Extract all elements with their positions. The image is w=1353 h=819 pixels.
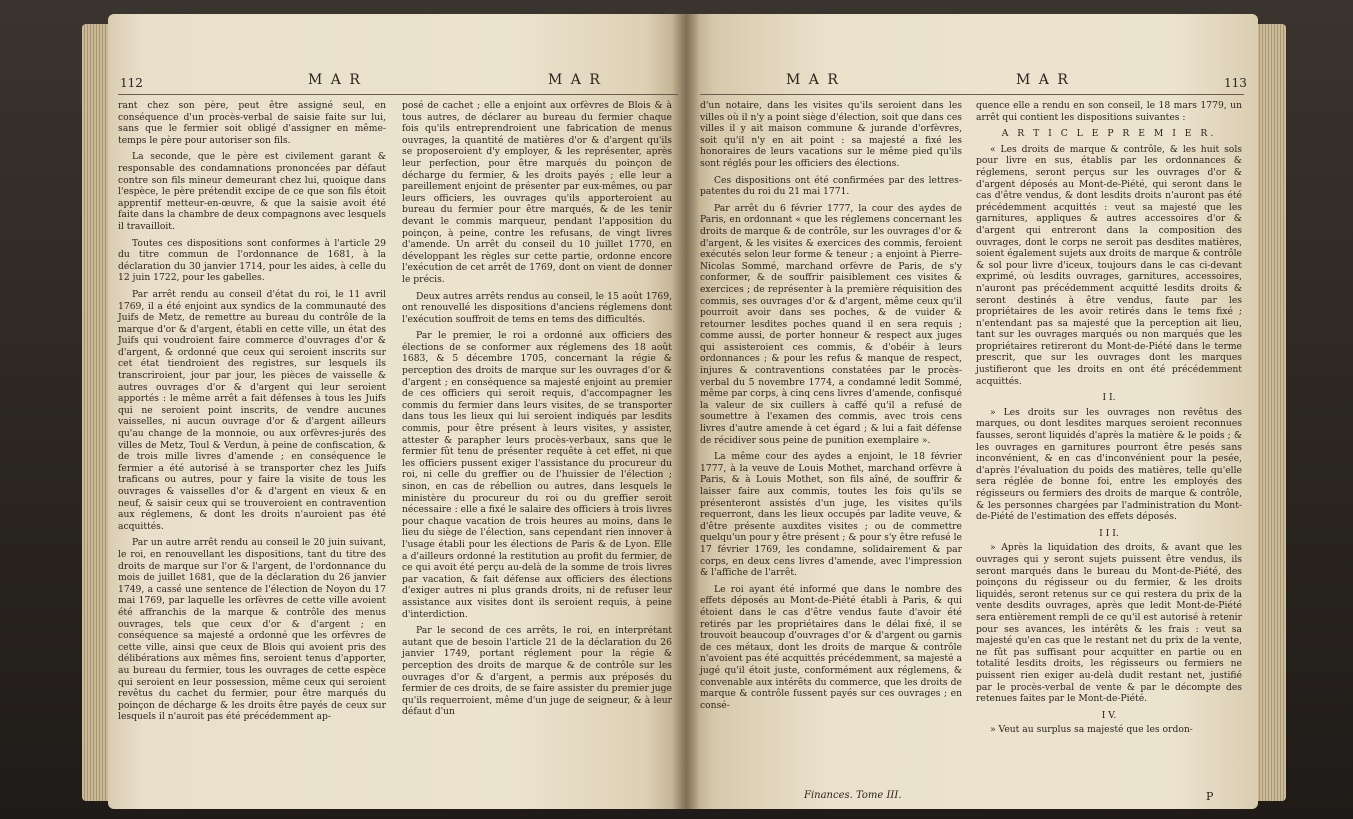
right-running-head-col1: M A R (786, 72, 840, 88)
right-page (686, 14, 1258, 809)
right-header-rule (700, 94, 1244, 95)
paragraph: Par arrêt rendu au conseil d'état du roi, le 11 avril 1769, il a été enjoint aux syndics de la communauté des Juifs de Metz, de remettre au bureau du contrôle de la marque d'or & d'argent, établi en cette ville, un état des Juifs qui voudroient faire commerce d'ouvrages d'or & d'argent, & ordonné que ceux qui seroient inscrits sur cet état tiendroient des registres, sur lesquels ils transcriroient, jour par jour, les pièces de vaisselle & autres ouvrages d'or & d'argent qui leur seroient apportés : le même arrêt a fait défenses à tous les Juifs qui ne seroient point inscrits, de vendre aucunes vaisselles, ni aucun ouvrage d'or & d'argent ailleurs qu'au change de la monnoie, ou aux orfèvres-jurés des villes de Metz, Toul & Verdun, à peine de confiscation, & de trois mille livres d'amende ; en conséquence le fermier a été autorisé à se transporter chez les Juifs traficans ou autres, pour y faire la visite de tous les ouvrages & vaisselles d'or & d'argent en vieux & en neuf, & saisir ceux qui se trouveroient en contravention aux réglemens, & dont les droits n'auroient pas été acquittés. (118, 288, 386, 532)
paragraph: Deux autres arrêts rendus au conseil, le 15 août 1769, ont renouvellé les dispositions d'anciens réglemens dont l'exécution souffroit de tems en tems des difficultés. (402, 290, 672, 325)
paragraph: » Les droits sur les ouvrages non revêtus des marques, ou dont lesdites marques seroient reconnues fausses, seront liquidés d'après la matière & le poids ; & les ouvrages en garnitures pourront être pesés sans inconvénient, & en cas d'inconvénient pour la pesée, d'après l'évaluation du poids des matières, telle qu'elle sera réglée de bonne foi, entre les employés des régisseurs ou fermiers des droits de marque & contrôle, & les personnes chargées par l'administration du Mont-de-Piété de l'estimation des effets déposés. (976, 406, 1242, 523)
left-page (108, 14, 686, 809)
paragraph: Toutes ces dispositions sont conformes à l'article 29 du titre commun de l'ordonnance de 1681, à la déclaration du 30 janvier 1714, pour les aides, à celle du 12 juin 1722, pour les gabelles. (118, 237, 386, 284)
right-running-head-col2: M A R (1016, 72, 1070, 88)
paragraph: » Veut au surplus sa majesté que les ordon- (990, 724, 1193, 736)
article-heading: A R T I C L E P R E M I E R. (1001, 128, 1217, 140)
paragraph: d'un notaire, dans les visites qu'ils seroient dans les villes où il n'y a point siège d'élection, soit que dans ces villes il y ait maison commune & jurande d'orfèvres, soit qu'il n'y en ait point : sa majesté a fixé les honoraires de leurs vacations sur le même pied qu'ils sont réglés pour les officiers des élections. (700, 100, 962, 169)
book-gutter (672, 14, 700, 809)
article-number: I I I. (1099, 527, 1119, 539)
right-column-1 (700, 100, 962, 716)
paragraph: Par le second de ces arrêts, le roi, en interprétant autant que de besoin l'article 21 de la déclaration du 26 janvier 1749, portant réglement pour la régie & perception des droits de marque & de contrôle sur les ouvrages d'or & d'argent, a permis aux préposés du fermier de ces droits, de se faire assister du premier juge qu'ils requerroient, même d'un juge de seigneur, & à leur défaut d'un (402, 625, 672, 718)
article-number: I V. (1101, 709, 1117, 721)
paragraph: La seconde, que le père est civilement garant & responsable des condamnations prononcées par défaut contre son fils mineur demeurant chez lui, quoique dans l'espèce, le père prétendit excipe de ce que son fils étoit apprentif metteur-en-œuvre, & que la saisie avoit été faite dans la chambre de deux compagnons avec lesquels il travailloit. (118, 151, 386, 232)
left-running-head-col2: M A R (548, 72, 602, 88)
paragraph: quence elle a rendu en son conseil, le 18 mars 1779, un arrêt qui contient les dispositions suivantes : (976, 100, 1242, 123)
paragraph: Ces dispositions ont été confirmées par des lettres-patentes du roi du 21 mai 1771. (700, 174, 962, 198)
right-page-number: 113 (1224, 76, 1247, 90)
signature-mark: P (1206, 790, 1214, 803)
right-page-edges (1256, 24, 1286, 801)
right-column-2 (976, 100, 1242, 741)
footer-volume: Finances. Tome III. (804, 790, 902, 801)
left-column-1 (118, 100, 386, 728)
paragraph: rant chez son père, peut être assigné seul, en conséquence d'un procès-verbal de saisie faite sur lui, sans que le fermier soit obligé d'assigner en même-temps le père pour autoriser son fils. (118, 100, 386, 146)
paragraph: » Après la liquidation des droits, & avant que les ouvrages qui y seront sujets puissent être vendus, ils seront marqués dans le bureau du Mont-de-Piété, des poinçons du régisseur ou du fermier, & les droits liquidés, seront retenus sur ce qui restera du prix de la vente desdits ouvrages, après que ledit Mont-de-Piété sera entièrement rempli de ce qu'il est autorisé à retenir pour ses avances, les intérêts & les frais : veut sa majesté qu'en cas que le restant net du prix de la vente, ne fût pas suffisant pour acquitter en partie ou en totalité lesdits droits, les régisseurs ou fermiers ne puissent rien exiger au-delà dudit restant net, justifié par le procès-verbal de vente & par le décompte des retenues faites par le Mont-de-Piété. (976, 542, 1242, 705)
paragraph: « Les droits de marque & contrôle, & les huit sols pour livre en sus, établis par les ordonnances & réglemens, seront perçus sur les ouvrages d'or & d'argent déposés au Mont-de-Piété, qui seront dans le cas d'être vendus, & dont lesdits droits n'auront pas été précédemment acquittés : veut sa majesté que les garnitures, appliques & autres accessoires d'or & d'argent qui entreront dans la composition des ouvrages, dont le corps ne seroit pas desdites matières, soient également sujets aux droits de marque & contrôle & sol pour livre d'iceux, toujours dans le cas ci-devant exprimé, où lesdits ouvrages, garnitures, accessoires, n'auront pas précédemment acquitté lesdits droits & seront destinés à être vendus, faute par les propriétaires de les avoir retirés dans le tems fixé ; n'entendant pas sa majesté que la perception ait lieu, tant sur les ouvrages marqués ou non marqués que les propriétaires retireront du Mont-de-Piété dans le terme prescrit, que sur les ouvrages dont les marques justifieront que les droits en ont été précédemment acquittés. (976, 143, 1242, 387)
left-running-head-col1: M A R (308, 72, 362, 88)
paragraph: posé de cachet ; elle a enjoint aux orfèvres de Blois & à tous autres, de déclarer au bureau du fermier chaque fois qu'ils entreprendroient une fabrication de menus ouvrages, la quantité de matières d'or & d'argent qu'ils se proposeroient d'y employer, & les représenter, après leur perfection, pour être marqués du poinçon de décharge du fermier, & les droits payés ; elle leur a pareillement enjoint de présenter par eux-mêmes, ou par leurs officiers, les ouvrages qu'ils apporteroient au bureau du fermier pour être marqués, & de les tenir devant le commis marqueur, pendant l'apposition du poinçon, à peine, contre les refusans, de vingt livres d'amende. Un arrêt du conseil du 10 juillet 1770, en développant les règles sur cette partie, ordonne encore l'exécution de cet arrêt de 1769, dont on vient de donner le précis. (402, 100, 672, 285)
paragraph: La même cour des aydes a enjoint, le 18 février 1777, à la veuve de Louis Mothet, marchand orfèvre à Paris, & à Louis Mothet, son fils aîné, de souffrir & laisser faire aux commis, toutes les fois qu'ils se présenteront assistés d'un juge, les visites qu'ils requerront, dans les lieux occupés par ladite veuve, & d'être présente auxdites visites ; ou de commettre quelqu'un pour y être présent ; & pour s'y être refusé le 17 février 1769, les condamne, solidairement & par corps, en deux cens livres d'amende, avec l'impression & l'affiche de l'arrêt. (700, 451, 962, 579)
paragraph: Par un autre arrêt rendu au conseil le 20 juin suivant, le roi, en renouvellant les dispositions, tant du titre des droits de marque sur l'or & l'argent, de l'ordonnance du mois de juillet 1681, que de la déclaration du 26 janvier 1749, a cassé une sentence de l'élection de Noyon du 17 mai 1769, par laquelle les orfèvres de cette ville avoient été affranchis de la marque & contrôle des menus ouvrages, tels que ceux d'or & d'argent ; en conséquence sa majesté a ordonné que les orfèvres de cette ville, ainsi que ceux de Blois qui avoient pris des délibérations aux mêmes fins, seroient tenus d'apporter, au bureau du fermier, tous les ouvrages de cette espèce qui seroient en leur possession, même ceux qui seroient revêtus du cachet du fermier, pour être marqués du poinçon de décharge & les droits être payés de ceux sur lesquels il n'auroit pas été précédemment ap- (118, 537, 386, 723)
paragraph: Le roi ayant été informé que dans le nombre des effets déposés au Mont-de-Piété établi à Paris, & qui étoient dans le cas d'être vendus faute d'avoir été retirés par les propriétaires dans le délai fixé, il se trouvoit beaucoup d'ouvrages d'or & d'argent ou garnis de ces métaux, dont les droits de marque & contrôle n'avoient pas été acquittés précédemment, sa majesté a jugé qu'il étoit juste, conformément aux réglemens, & convenable aux intérêts du commerce, que les droits de marque & contrôle fussent payés sur ces ouvrages ; en consé- (700, 583, 962, 711)
paragraph: Par arrêt du 6 février 1777, la cour des aydes de Paris, en ordonnant « que les réglemens concernant les droits de marque & de contrôle, sur les ouvrages d'or & d'argent, & les visites & exercices des commis, feroient exécutés selon leur forme & teneur ; a enjoint à Pierre-Nicolas Sommé, marchand orfèvre de Paris, de s'y conformer, & de souffrir paisiblement ces visites & exercices ; de représenter à la première réquisition des commis, ses ouvrages d'or & d'argent, même ceux qu'il pourroit avoir dans ses poches, & de vuider & retourner lesdites poches quand il en sera requis ; comme aussi, de porter honneur & respect aux juges qui assisteroient ces commis, & d'obéir à leurs ordonnances ; & pour les refus & manque de respect, injures & contraventions constatées par le procès-verbal du 5 novembre 1774, a condamné ledit Sommé, même par corps, à cinq cens livres d'amende, confisqué la valeur de six cuillers à caffé qu'il a refusé de soumettre à l'examen des commis, avec trois cens livres d'autre amende à cet égard ; & lui a fait défense de récidiver sous peine de punition exemplaire ». (700, 202, 962, 446)
paragraph: Par le premier, le roi a ordonné aux officiers des élections de se conformer aux réglemens des 18 août 1683, & 5 décembre 1705, concernant la régie & perception des droits de marque sur les ouvrages d'or & d'argent ; en conséquence sa majesté enjoint au premier de ces officiers qui seroit requis, d'accompagner les commis du fermier dans leurs visites, de se transporter dans tous les lieux qui lui seroient indiqués par lesdits commis, pour être présent à leurs visites, y assister, attester & parapher leurs procès-verbaux, sans que le fermier fût tenu de présenter requête à cet effet, ni que les officiers pussent exiger l'assistance du procureur du roi, ni celle du greffier ou de l'huissier de l'élection ; sinon, en cas de rébellion ou autres, dans lesquels le ministère du procureur du roi ou du greffier seroit nécessaire : elle a fixé le salaire des officiers à trois livres pour chaque vacation de trois heures au moins, dans le lieu du siège de l'élection, sans cependant rien innover à l'usage établi pour les élections de Paris & de Lyon. Elle a d'ailleurs ordonné la restitution au profit du fermier, de ce qui avoit été perçu au-delà de la somme de trois livres par vacation, & fait défense aux officiers des élections d'exiger autres ni plus grands droits, ni de refuser leur assistance aux visites dont ils seroient requis, à peine d'interdiction. (402, 330, 672, 620)
article-number: I I. (1102, 392, 1116, 404)
left-page-edges (82, 24, 110, 801)
left-column-2 (402, 100, 672, 723)
left-header-rule (118, 94, 678, 95)
left-page-number: 112 (120, 76, 143, 90)
